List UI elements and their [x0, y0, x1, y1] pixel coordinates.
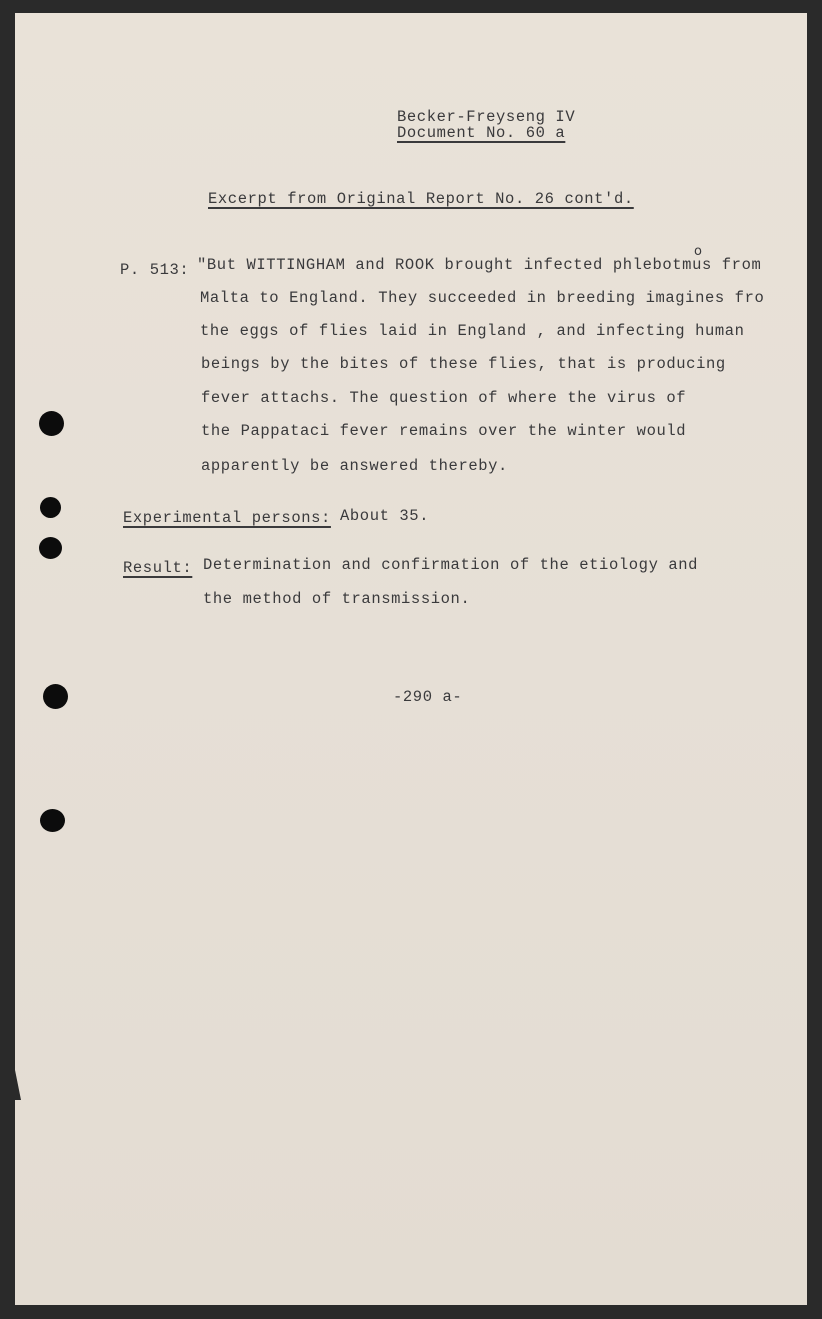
- passage-line-1: "But WITTINGHAM and ROOK brought infected phlebotmus from: [197, 256, 762, 274]
- punch-hole-4: [43, 684, 68, 709]
- punch-hole-3: [39, 537, 62, 559]
- document-page: [15, 13, 807, 1305]
- page-number: -290 a-: [393, 688, 463, 706]
- experimental-persons-label: Experimental persons:: [123, 509, 331, 527]
- document-title: Excerpt from Original Report No. 26 cont'd.: [208, 190, 634, 208]
- result-line-2: the method of transmission.: [203, 590, 471, 608]
- passage-line-2: Malta to England. They succeeded in breeding imagines fro: [200, 289, 765, 307]
- header-line-1: Becker-Freyseng IV: [397, 108, 576, 126]
- handwritten-superscript: o: [694, 244, 703, 259]
- punch-hole-1: [39, 411, 64, 436]
- result-line-1: Determination and confirmation of the etiology and: [203, 556, 699, 574]
- passage-line-3: the eggs of flies laid in England , and infecting human: [200, 322, 745, 340]
- passage-reference: P. 513:: [120, 261, 190, 279]
- result-label: Result:: [123, 559, 193, 577]
- passage-line-5: fever attachs. The question of where the virus of: [201, 389, 687, 407]
- experimental-persons-value: About 35.: [340, 507, 430, 525]
- passage-line-6: the Pappataci fever remains over the winter would: [201, 422, 687, 440]
- punch-hole-2: [40, 497, 61, 518]
- punch-hole-5: [40, 809, 65, 832]
- passage-line-4: beings by the bites of these flies, that is producing: [201, 355, 726, 373]
- passage-line-7: apparently be answered thereby.: [201, 457, 508, 475]
- header-line-2: Document No. 60 a: [397, 124, 566, 142]
- paper-edge-notch: [13, 1060, 21, 1100]
